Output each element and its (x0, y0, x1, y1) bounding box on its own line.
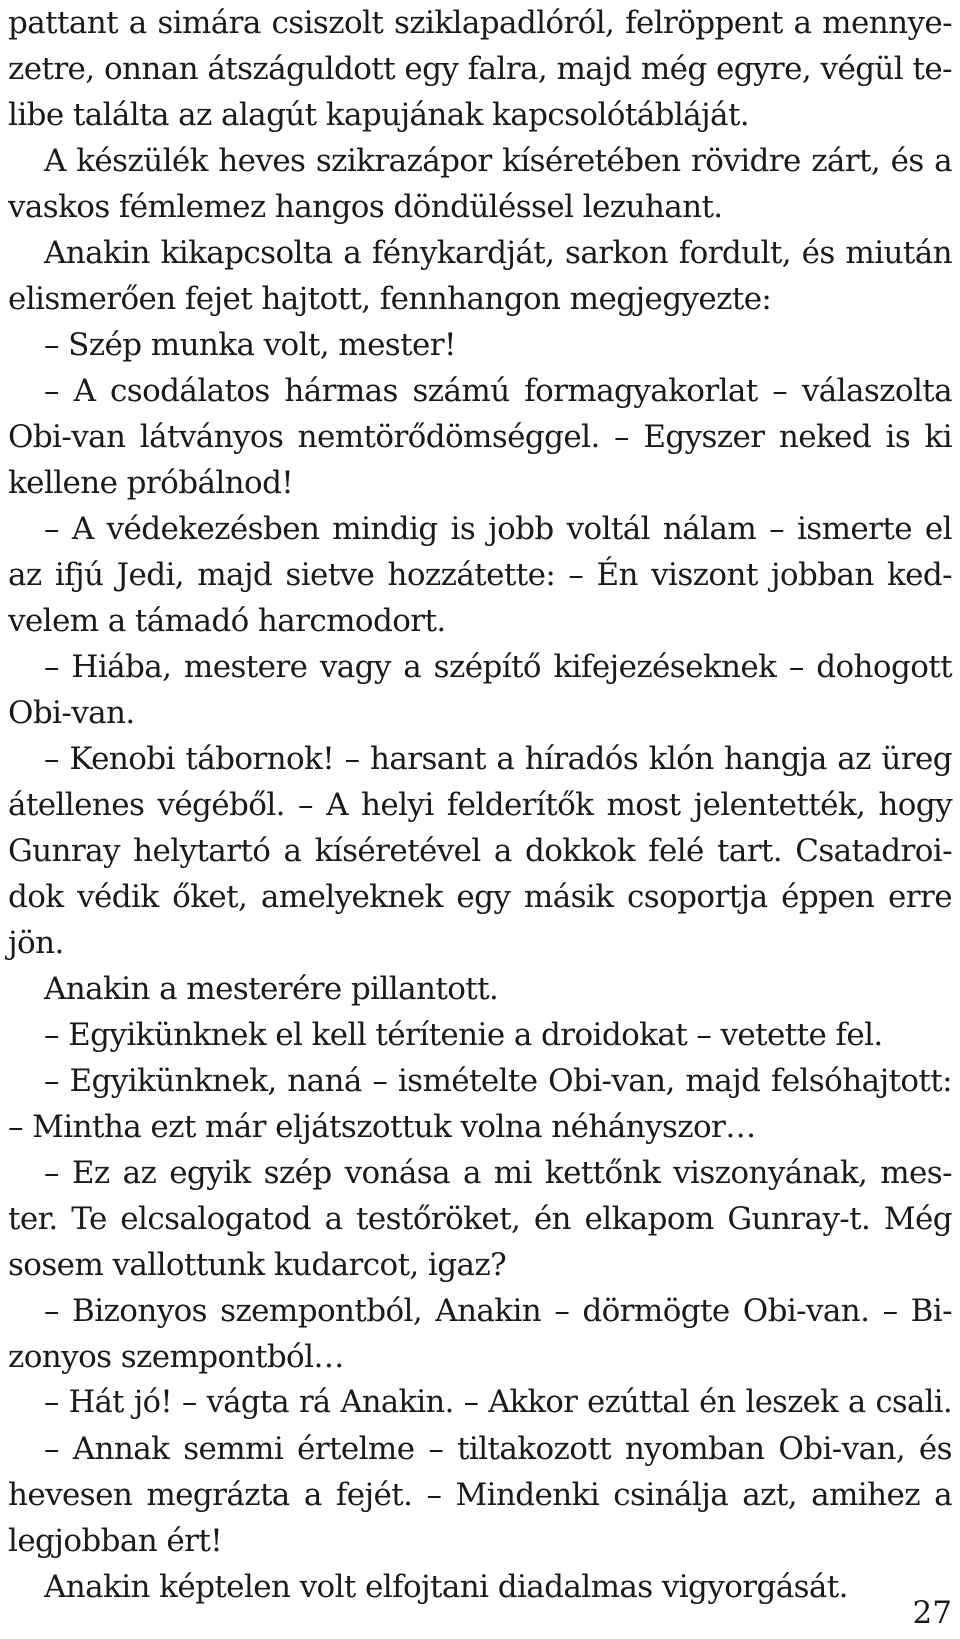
text-line-8: – Szép munka volt, mester! (44, 327, 456, 363)
text-line-14: velem a támadó harcmodort. (8, 603, 446, 639)
text-line-28: sosem vallottunk kudarcot, igaz? (8, 1247, 507, 1283)
page-number: 27 (912, 1595, 952, 1631)
text-line-35: Anakin képtelen volt elfojtani diadalmas vigyorgását. (44, 1569, 848, 1605)
text-line-17: – Kenobi tábornok! – harsant a híradós klón hangja az üreg (44, 741, 952, 777)
text-line-25: – Mintha ezt már eljátszottuk volna néhányszor… (8, 1109, 756, 1145)
text-line-10: Obi-van látványos nemtörődömséggel. – Egyszer neked is ki (8, 419, 952, 455)
text-line-33: hevesen megrázta a fejét. – Mindenki csinálja azt, amihez a (8, 1477, 952, 1513)
text-line-30: zonyos szempontból… (8, 1339, 344, 1375)
text-line-5: vaskos fémlemez hangos döndüléssel lezuhant. (8, 189, 723, 225)
body-text (8, 0, 952, 1610)
text-line-3: libe találta az alagút kapujának kapcsolótábláját. (8, 97, 750, 133)
text-line-13: az ifjú Jedi, majd sietve hozzátette: – Én viszont jobban ked- (8, 557, 952, 593)
text-line-24: – Egyikünknek, naná – ismételte Obi-van, majd felsóhajtott: (44, 1063, 952, 1099)
text-line-11: kellene próbálnod! (8, 465, 294, 501)
text-line-22: Anakin a mesterére pillantott. (44, 971, 499, 1007)
text-line-34: legjobban ért! (8, 1523, 223, 1559)
text-line-4: A készülék heves szikrazápor kíséretében rövidre zárt, és a (44, 143, 952, 179)
text-line-2: zetre, onnan átszáguldott egy falra, majd még egyre, végül te- (8, 51, 952, 87)
text-line-6: Anakin kikapcsolta a fénykardját, sarkon fordult, és miután (44, 235, 952, 271)
text-line-9: – A csodálatos hármas számú formagyakorlat – válaszolta (44, 373, 952, 409)
text-line-20: dok védik őket, amelyeknek egy másik csoportja éppen erre (8, 879, 952, 915)
text-line-19: Gunray helytartó a kíséretével a dokkok felé tart. Csatadroi- (8, 833, 952, 869)
text-line-27: ter. Te elcsalogatod a testőröket, én elkapom Gunray-t. Még (8, 1201, 952, 1237)
text-line-12: – A védekezésben mindig is jobb voltál nálam – ismerte el (44, 511, 952, 547)
text-line-15: – Hiába, mestere vagy a szépítő kifejezéseknek – dohogott (44, 649, 952, 685)
text-line-32: – Annak semmi értelme – tiltakozott nyomban Obi-van, és (44, 1431, 952, 1467)
text-line-31: – Hát jó! – vágta rá Anakin. – Akkor ezúttal én leszek a csali. (44, 1385, 952, 1420)
text-line-1: pattant a simára csiszolt sziklapadlóról, felröppent a mennye- (8, 5, 952, 41)
text-line-18: átellenes végéből. – A helyi felderítők most jelentették, hogy (8, 787, 952, 823)
text-line-21: jön. (8, 925, 64, 961)
text-line-23: – Egyikünknek el kell térítenie a droidokat – vetette fel. (44, 1017, 883, 1053)
text-line-29: – Bizonyos szempontból, Anakin – dörmögte Obi-van. – Bi- (44, 1293, 952, 1329)
text-line-26: – Ez az egyik szép vonása a mi kettőnk viszonyának, mes- (44, 1155, 952, 1191)
text-line-7: elismerően fejet hajtott, fennhangon megjegyezte: (8, 281, 772, 317)
text-line-16: Obi-van. (8, 695, 135, 731)
